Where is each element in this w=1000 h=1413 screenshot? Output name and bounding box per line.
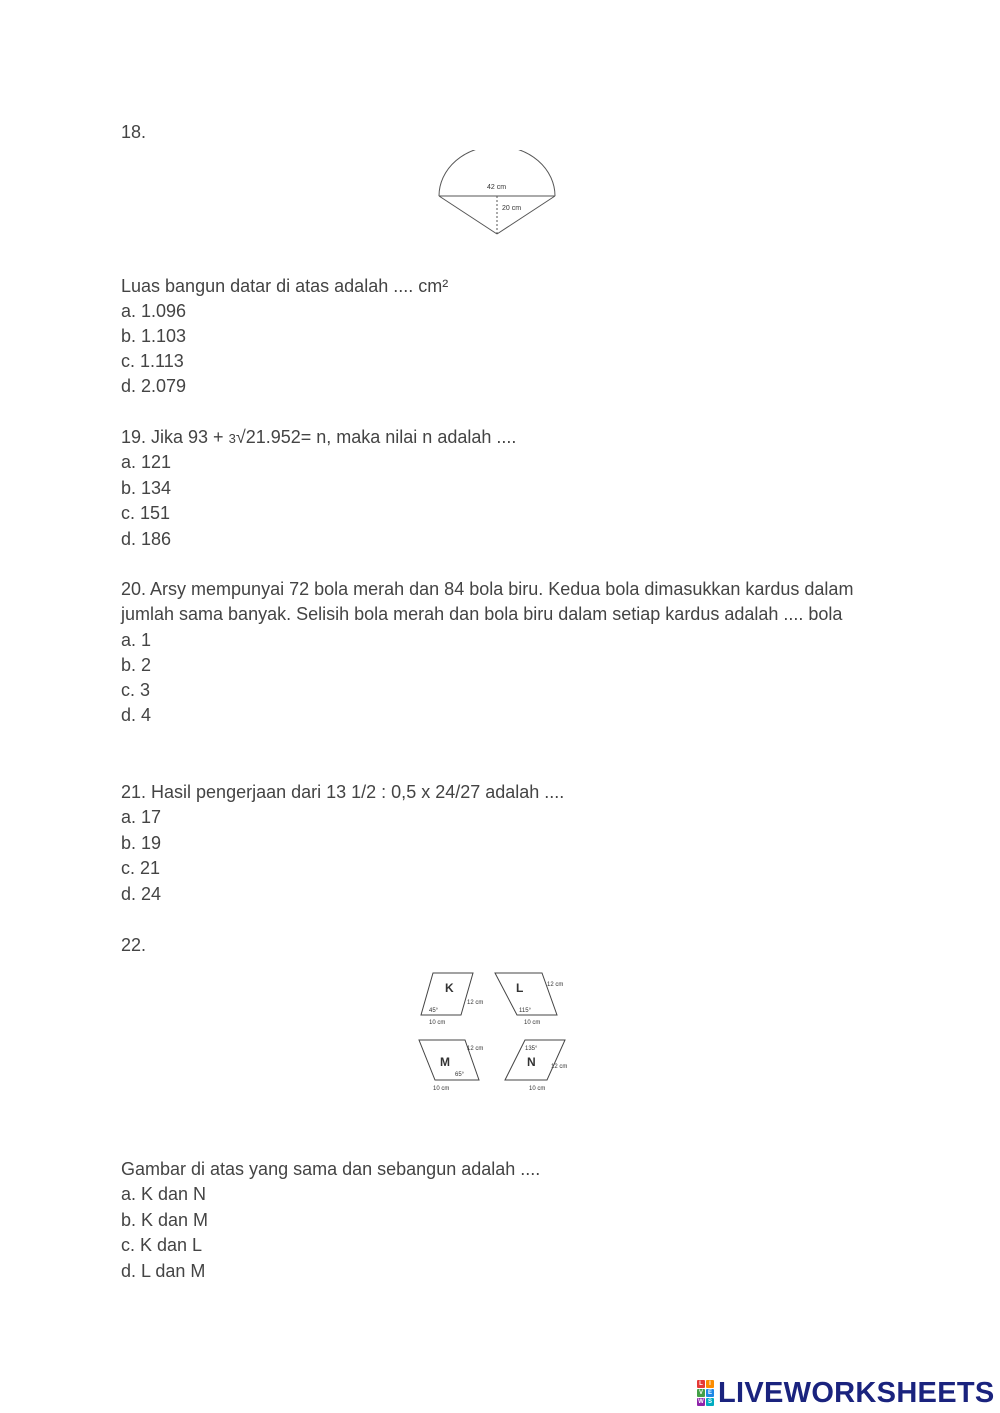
q18-number: 18. xyxy=(121,122,147,142)
shape-m xyxy=(419,1040,483,1092)
q22-option-c[interactable]: c. K dan L xyxy=(121,1235,203,1255)
shape-n-angle: 135° xyxy=(525,1046,538,1052)
q20-option-d[interactable]: d. 4 xyxy=(121,705,152,726)
q19-question xyxy=(121,425,516,451)
q21-option-b[interactable]: b. 19 xyxy=(121,833,162,853)
q22-question: Gambar di atas yang sama dan sebangun adalah .... xyxy=(121,1159,541,1179)
shape-k-base: 10 cm xyxy=(429,1020,446,1026)
logo-icon-tile: V xyxy=(698,1390,703,1396)
shape-m-base: 10 cm xyxy=(433,1086,450,1092)
q22-number: 22. xyxy=(121,935,147,955)
q18-question: Luas bangun datar di atas adalah .... cm² xyxy=(121,276,449,296)
q18-option-a[interactable]: a. 1.096 xyxy=(121,301,187,321)
shape-k-angle: 45° xyxy=(429,1008,439,1014)
logo-icon-tile: W xyxy=(698,1399,704,1405)
shape-k-letter: K xyxy=(445,981,454,995)
shape-n-base: 10 cm xyxy=(529,1086,546,1092)
q20-option-a[interactable]: a. 1 xyxy=(121,629,152,650)
q22-figure xyxy=(415,968,585,1096)
shape-m-angle: 65° xyxy=(455,1072,465,1078)
logo-icon-tile: I xyxy=(706,1380,714,1388)
q19-option-b[interactable]: b. 134 xyxy=(121,478,172,498)
q21-option-c[interactable]: c. 21 xyxy=(121,858,161,878)
shape-m-letter: M xyxy=(440,1055,450,1069)
q20-block xyxy=(121,577,881,729)
q22-option-a[interactable]: a. K dan N xyxy=(121,1184,207,1204)
shape-n-letter: N xyxy=(527,1055,536,1069)
q19-option-d[interactable]: d. 186 xyxy=(121,529,172,549)
q21-option-d[interactable]: d. 24 xyxy=(121,884,162,904)
shape-n xyxy=(505,1040,567,1092)
q20-question: 20. Arsy mempunyai 72 bola merah dan 84 bola biru. Kedua bola dimasukkan kardus dalam jumlah sama banyak. Selisih bola merah dan bola biru dalam setiap kardus adalah .... bola xyxy=(121,579,854,625)
shape-l-side: 12 cm xyxy=(547,982,564,988)
q22-option-d[interactable]: d. L dan M xyxy=(121,1261,206,1281)
q19-option-c[interactable]: c. 151 xyxy=(121,503,171,523)
q18-option-d[interactable]: d. 2.079 xyxy=(121,376,187,396)
q18-option-c[interactable]: c. 1.113 xyxy=(121,351,184,371)
logo-icon xyxy=(697,1380,714,1406)
logo-text: LIVEWORKSHEETS xyxy=(718,1376,995,1409)
q20-option-c[interactable]: c. 3 xyxy=(121,680,151,701)
q19-suffix: √21.952= n, maka nilai n adalah .... xyxy=(235,427,517,447)
shape-k xyxy=(421,973,483,1026)
logo-icon-tile: E xyxy=(707,1390,712,1396)
logo-icon-tile: S xyxy=(707,1399,712,1405)
q22-option-b[interactable]: b. K dan M xyxy=(121,1210,209,1230)
q21-question: 21. Hasil pengerjaan dari 13 1/2 : 0,5 x 24/27 adalah .... xyxy=(121,782,565,802)
q18-height-label: 20 cm xyxy=(502,205,522,212)
q18-top-label: 42 cm xyxy=(487,184,507,191)
liveworksheets-logo[interactable] xyxy=(697,1378,995,1408)
q21-option-a[interactable]: a. 17 xyxy=(121,807,162,827)
shape-l-base: 10 cm xyxy=(524,1020,541,1026)
q19-prefix: 19. Jika 93 + xyxy=(121,427,229,447)
q18-figure xyxy=(430,150,565,240)
shape-l xyxy=(495,973,563,1026)
q19-option-a[interactable]: a. 121 xyxy=(121,452,172,472)
shape-l-letter: L xyxy=(516,981,524,995)
q19-root-index: 3 xyxy=(228,431,236,446)
shape-n-side: 12 cm xyxy=(551,1064,568,1070)
shape-l-angle: 115° xyxy=(519,1008,531,1014)
q18-option-b[interactable]: b. 1.103 xyxy=(121,326,187,346)
shape-k-side: 12 cm xyxy=(467,1000,484,1006)
q20-option-b[interactable]: b. 2 xyxy=(121,654,152,675)
shape-m-side: 12 cm xyxy=(467,1046,484,1052)
logo-icon-tile: L xyxy=(697,1380,705,1388)
